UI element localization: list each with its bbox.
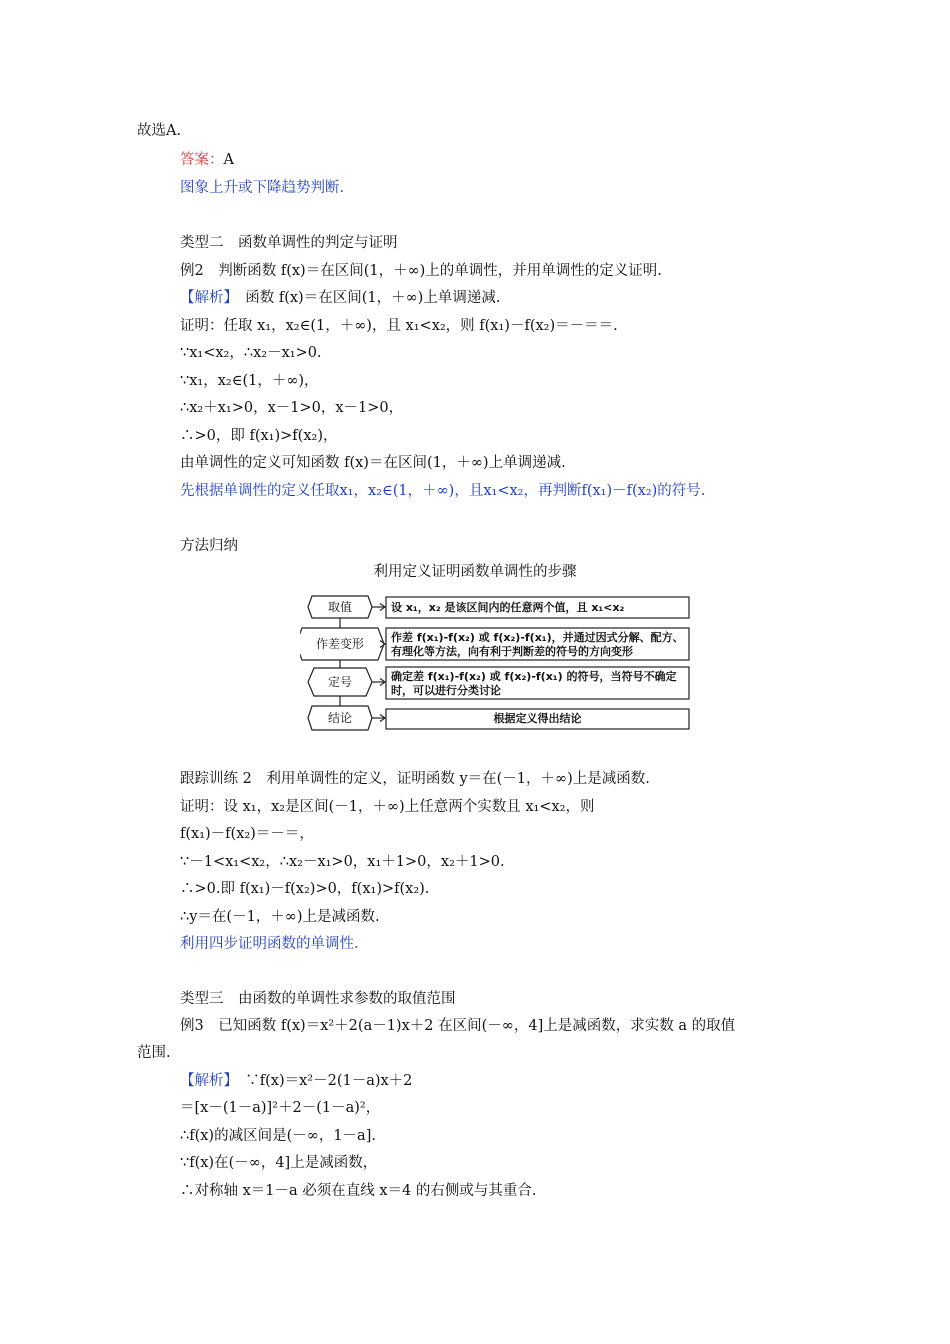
analysis-line — [180, 1071, 412, 1091]
proof-line: f(x₁)－f(x₂)＝－＝， — [180, 826, 314, 842]
proof-line: 由单调性的定义可知函数 f(x)＝在区间(1，＋∞)上单调递减. — [180, 455, 566, 471]
analysis-text: ∵f(x)＝x²－2(1－a)x＋2 — [230, 1073, 413, 1089]
proof-line: ∴>0，即 f(x₁)>f(x₂)， — [180, 428, 338, 444]
flow-step-label: 定号 — [327, 675, 353, 689]
proof-line: ∵x₁<x₂，∴x₂－x₁>0. — [180, 345, 322, 361]
proof-line: ∴f(x)的减区间是(－∞，1－a]. — [180, 1128, 376, 1144]
proof-line: ＝[x－(1－a)]²＋2－(1－a)²， — [180, 1100, 381, 1116]
section-heading: 类型二 函数单调性的判定与证明 — [180, 235, 398, 251]
hint-line: 图象上升或下降趋势判断. — [180, 180, 345, 196]
flow-step-desc: 有理化等方法，向有利于判断差的符号的方向变形 — [391, 645, 633, 658]
proof-line: ∵－1<x₁<x₂，∴x₂－x₁>0，x₁＋1>0，x₂＋1>0. — [180, 854, 505, 870]
flow-step-desc: 确定差 f(x₁)-f(x₂) 或 f(x₂)-f(x₁) 的符号，当符号不确定 — [391, 670, 677, 683]
section-heading: 类型三 由函数的单调性求参数的取值范围 — [180, 991, 456, 1007]
proof-line: ∵x₁，x₂∈(1，＋∞)， — [180, 373, 319, 389]
analysis-line — [180, 288, 500, 308]
proof-line: ∴x₂＋x₁>0，x－1>0，x－1>0， — [180, 400, 404, 416]
flow-step-label: 作差变形 — [315, 637, 365, 651]
hint-line: 利用四步证明函数的单调性. — [180, 936, 359, 952]
example-question-cont: 范围. — [137, 1045, 171, 1061]
hint-line: 先根据单调性的定义任取x₁，x₂∈(1，＋∞)，且x₁<x₂，再判断f(x₁)－f(x₂)的符号. — [180, 483, 706, 499]
section-heading: 方法归纳 — [180, 538, 238, 554]
answer-line — [180, 150, 234, 170]
answer-value: A — [223, 152, 234, 168]
example-question: 例2 判断函数 f(x)＝在区间(1，＋∞)上的单调性，并用单调性的定义证明. — [180, 263, 662, 279]
flow-step-desc: 设 x₁，x₂ 是该区间内的任意两个值，且 x₁<x₂ — [391, 601, 625, 614]
proof-line: ∴y＝在(－1，＋∞)上是减函数. — [180, 909, 380, 925]
method-flowchart — [300, 592, 695, 738]
flow-step-desc: 作差 f(x₁)-f(x₂) 或 f(x₂)-f(x₁)，并通过因式分解、配方、 — [391, 631, 684, 644]
flow-step-label: 结论 — [327, 711, 353, 725]
flow-step-label: 取值 — [327, 600, 353, 614]
flowchart-steps — [300, 596, 689, 730]
example-question: 例3 已知函数 f(x)＝x²＋2(a－1)x＋2 在区间(－∞，4]上是减函数，求实数 a 的取值 — [180, 1018, 736, 1034]
proof-line: ∴>0.即 f(x₁)－f(x₂)>0，f(x₁)>f(x₂). — [180, 881, 430, 897]
proof-line: 证明：任取 x₁，x₂∈(1，＋∞)，且 x₁<x₂，则 f(x₁)－f(x₂)＝－＝＝. — [180, 318, 618, 334]
analysis-label: 【解析】 — [180, 290, 231, 306]
proof-line: ∵f(x)在(－∞，4]上是减函数， — [180, 1155, 378, 1171]
text-line: 故选A. — [137, 123, 182, 139]
analysis-text: 函数 f(x)＝在区间(1，＋∞)上单调递减. — [230, 290, 501, 306]
analysis-label: 【解析】 — [180, 1073, 231, 1089]
flow-step-desc: 根据定义得出结论 — [493, 712, 582, 725]
diagram-title: 利用定义证明函数单调性的步骤 — [373, 564, 577, 580]
flow-step-desc: 时，可以进行分类讨论 — [391, 684, 501, 697]
exercise-question: 跟踪训练 2 利用单调性的定义，证明函数 y＝在(－1，＋∞)上是减函数. — [180, 771, 650, 787]
answer-label: 答案： — [180, 152, 224, 168]
proof-line: ∴对称轴 x＝1－a 必须在直线 x＝4 的右侧或与其重合. — [180, 1183, 537, 1199]
proof-line: 证明：设 x₁，x₂是区间(－1，＋∞)上任意两个实数且 x₁<x₂，则 — [180, 799, 595, 815]
